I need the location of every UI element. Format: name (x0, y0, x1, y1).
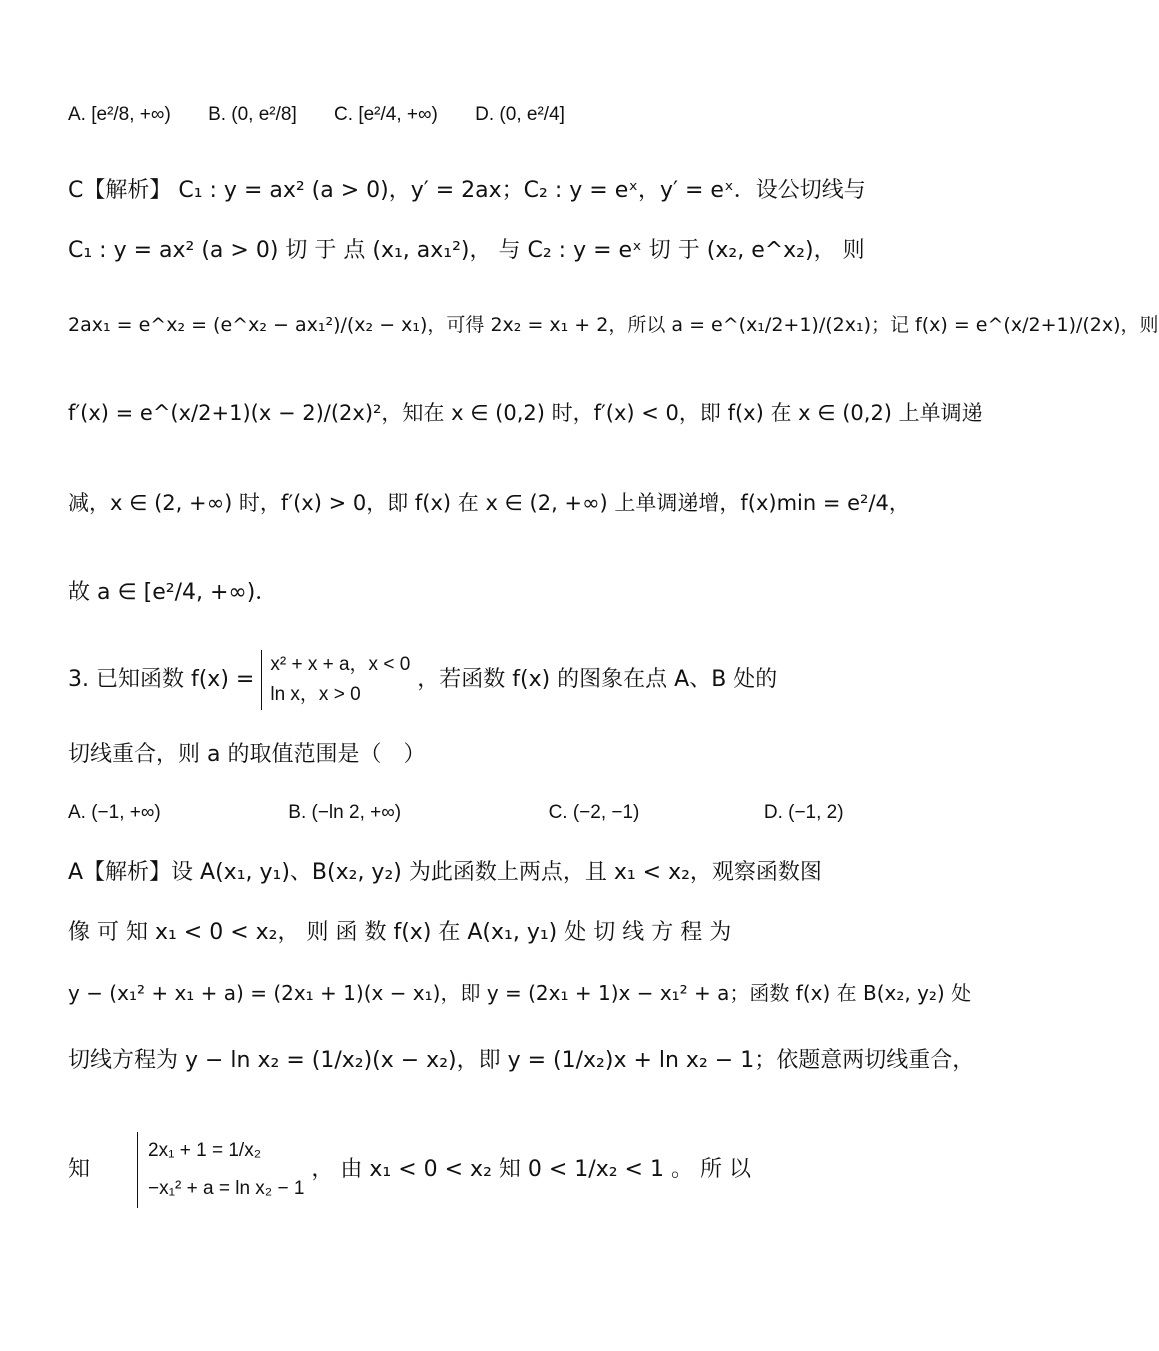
option-a: A. (−1, +∞) (68, 802, 161, 823)
solution-3-line-2: 像 可 知 x₁ < 0 < x₂， 则 函 数 f(x) 在 A(x₁, y₁) 处 切 线 方 程 为 (68, 920, 732, 945)
solution-2-line-4: f′(x) = e^(x/2+1)(x − 2)/(2x)²，知在 x ∈ (0,2) 时，f′(x) < 0，即 f(x) 在 x ∈ (0,2) 上单调递 (68, 401, 983, 425)
piecewise-function (261, 650, 410, 710)
solution-3-line-1: A【解析】设 A(x₁, y₁)、B(x₂, y₂) 为此函数上两点，且 x₁ < x₂，观察函数图 (68, 860, 822, 885)
solution-3-line-4: 切线方程为 y − ln x₂ = (1/x₂)(x − x₂)，即 y = (1/x₂)x + ln x₂ − 1；依题意两切线重合， (68, 1048, 975, 1073)
equation-system (137, 1132, 304, 1208)
solution-3-line-3: y − (x₁² + x₁ + a) = (2x₁ + 1)(x − x₁)，即 y = (2x₁ + 1)x − x₁² + a；函数 f(x) 在 B(x₂, y₂) 处 (68, 981, 972, 1005)
piecewise-case-1: x² + x + a，x < 0 (270, 654, 411, 675)
solution-3-know: 知 (68, 1157, 91, 1182)
solution-2-line-2: C₁ : y = ax² (a > 0) 切 于 点 (x₁, ax₁²)， 与 C₂ : y = eˣ 切 于 (x₂, e^x₂)， 则 (68, 238, 865, 263)
previous-options-row (68, 100, 565, 130)
equation-2: −x₁² + a = ln x₂ − 1 (148, 1178, 305, 1199)
option-d: D. (0, e²/4] (475, 104, 565, 125)
solution-2-line-1: C【解析】 C₁ : y = ax² (a > 0)，y′ = 2ax；C₂ : y = eˣ，y′ = eˣ．设公切线与 (68, 178, 866, 203)
question-3-line-1 (68, 650, 777, 710)
option-b: B. (0, e²/8] (208, 104, 297, 125)
solution-2-line-3: 2ax₁ = e^x₂ = (e^x₂ − ax₁²)/(x₂ − x₁)，可得 2x₂ = x₁ + 2，所以 a = e^(x₁/2+1)/(2x₁)；记 f(x) = e^(x/2+1)/(2x)，则 (68, 314, 1159, 336)
option-b: B. (−ln 2, +∞) (288, 802, 402, 823)
solution-3-conclusion: ， 由 x₁ < 0 < x₂ 知 0 < 1/x₂ < 1 。 所 以 (311, 1157, 751, 1182)
option-c: C. (−2, −1) (548, 802, 640, 823)
solution-2-line-5: 减，x ∈ (2, +∞) 时，f′(x) > 0，即 f(x) 在 x ∈ (2, +∞) 上单调递增，f(x)min = e²/4， (68, 491, 910, 515)
option-d: D. (−1, 2) (763, 802, 844, 823)
equation-1: 2x₁ + 1 = 1/x₂ (148, 1140, 262, 1161)
question-3-stem-tail: ，若函数 f(x) 的图象在点 A、B 处的 (417, 667, 778, 692)
question-3-options-row (68, 798, 844, 828)
question-3-line-2: 切线重合，则 a 的取值范围是（ ） (68, 742, 426, 767)
option-a: A. [e²/8, +∞) (68, 104, 171, 125)
solution-3-line-5 (68, 1130, 751, 1210)
solution-2-line-6: 故 a ∈ [e²/4, +∞)． (68, 580, 278, 605)
piecewise-case-2: ln x，x > 0 (270, 684, 361, 705)
question-3-stem: 3. 已知函数 f(x) = (68, 667, 255, 692)
option-c: C. [e²/4, +∞) (334, 104, 438, 125)
